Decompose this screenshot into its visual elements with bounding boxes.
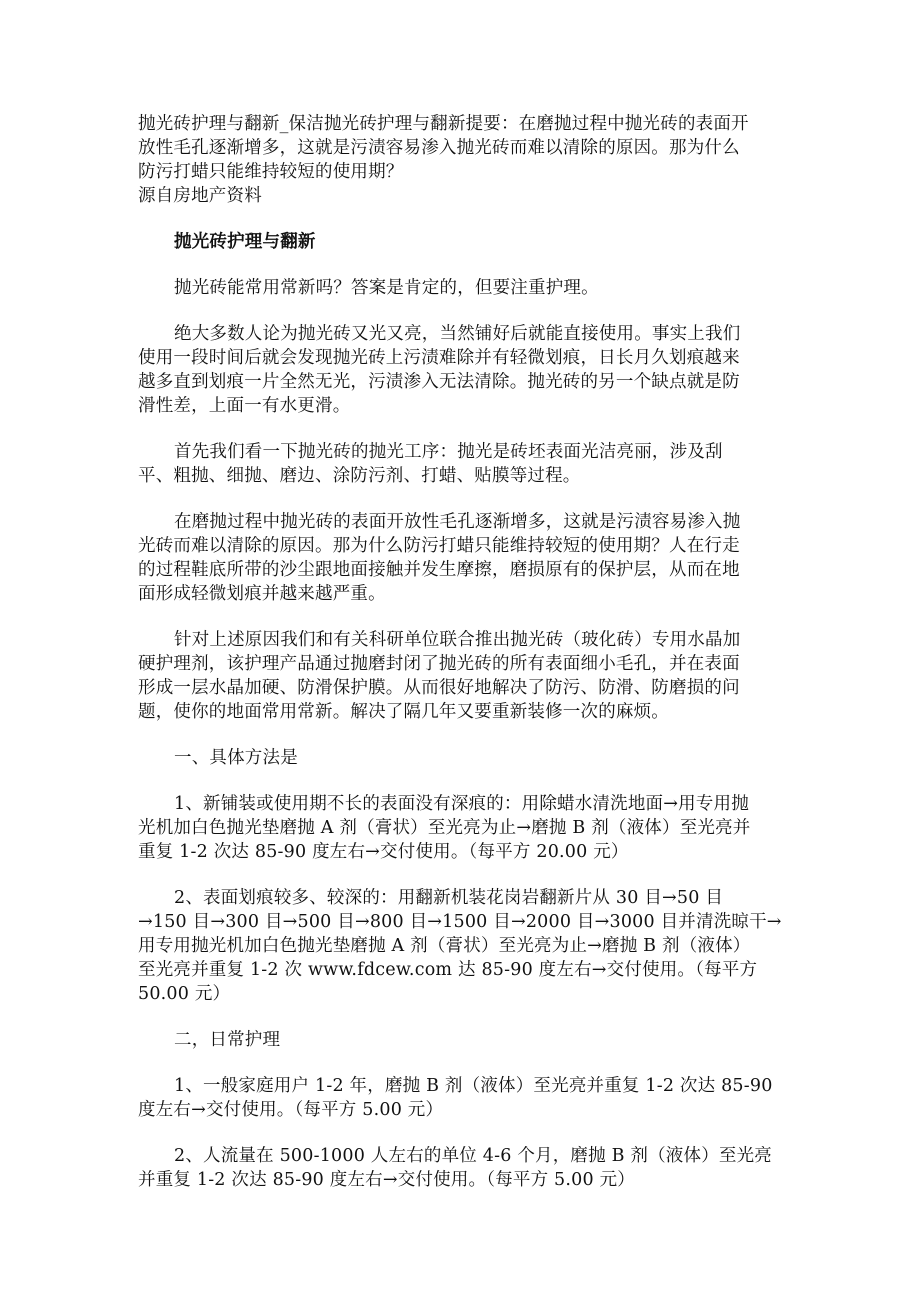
paragraph-line: 针对上述原因我们和有关科研单位联合推出抛光砖（玻化砖）专用水晶加 [174, 630, 741, 650]
summary-line: 放性毛孔逐渐增多，这就是污渍容易渗入抛光砖而难以清除的原因。那为什么 [138, 138, 740, 158]
paragraph-line: 形成一层水晶加硬、防滑保护膜。从而很好地解决了防污、防滑、防磨损的问 [138, 678, 740, 698]
paragraph-line: 滑性差，上面一有水更滑。 [138, 396, 351, 416]
care-item [138, 1144, 798, 1192]
source-line: 源自房地产资料 [138, 186, 262, 206]
paragraph-line: 1、一般家庭用户 1-2 年，磨抛 B 剂（液体）至光亮并重复 1-2 次达 85-90 [174, 1076, 773, 1096]
paragraph-line: 光砖而难以清除的原因。那为什么防污打蜡只能维持较短的使用期？人在行走 [138, 536, 740, 556]
paragraph-line: 50.00 元） [138, 984, 231, 1004]
summary-line: 防污打蜡只能维持较短的使用期？ [138, 162, 404, 182]
paragraph-line: 题，使你的地面常用常新。解决了隔几年又要重新装修一次的麻烦。 [138, 702, 669, 722]
document-page [138, 112, 798, 1192]
section-heading-daily-care: 二，日常护理 [174, 1030, 281, 1050]
paragraph-line: 用专用抛光机加白色抛光垫磨抛 A 剂（膏状）至光亮为止→磨抛 B 剂（液体） [138, 936, 751, 956]
summary-line: 抛光砖护理与翻新_保洁抛光砖护理与翻新提要：在磨抛过程中抛光砖的表面开 [138, 114, 749, 134]
paragraph-line: 首先我们看一下抛光砖的抛光工序：抛光是砖坯表面光洁亮丽，涉及刮 [174, 442, 723, 462]
section-heading [138, 746, 798, 770]
paragraph-line: 1、新铺装或使用期不长的表面没有深痕的：用除蜡水清洗地面→用专用抛 [174, 794, 749, 814]
paragraph-line: 的过程鞋底所带的沙尘跟地面接触并发生摩擦，磨损原有的保护层，从而在地 [138, 560, 740, 580]
paragraph-line: 度左右→交付使用。（每平方 5.00 元） [138, 1100, 444, 1120]
article-title-block [138, 230, 798, 254]
paragraph-line: 重复 1-2 次达 85-90 度左右→交付使用。（每平方 20.00 元） [138, 842, 629, 862]
paragraph-line: 并重复 1-2 次达 85-90 度左右→交付使用。（每平方 5.00 元） [138, 1170, 635, 1190]
paragraph-line: 光机加白色抛光垫磨抛 A 剂（膏状）至光亮为止→磨抛 B 剂（液体）至光亮并 [138, 818, 751, 838]
paragraph-line: →150 目→300 目→500 目→800 目→1500 目→2000 目→3000 目并清洗晾干→ [138, 912, 782, 932]
paragraph-line: 在磨抛过程中抛光砖的表面开放性毛孔逐渐增多，这就是污渍容易渗入抛 [174, 512, 741, 532]
summary-block [138, 112, 798, 208]
care-item [138, 1074, 798, 1122]
paragraph-line: 平、粗抛、细抛、磨边、涂防污剂、打蜡、贴膜等过程。 [138, 466, 581, 486]
method-item [138, 792, 798, 864]
paragraph-line: 抛光砖能常用常新吗？答案是肯定的，但要注重护理。 [174, 278, 599, 298]
method-item [138, 886, 798, 1006]
paragraph [138, 628, 798, 724]
paragraph [138, 440, 798, 488]
paragraph-line: 绝大多数人论为抛光砖又光又亮，当然铺好后就能直接使用。事实上我们 [174, 324, 741, 344]
paragraph-line: 2、表面划痕较多、较深的：用翻新机装花岗岩翻新片从 30 目→50 目 [174, 888, 724, 908]
paragraph [138, 276, 798, 300]
paragraph-line: 面形成轻微划痕并越来越严重。 [138, 584, 386, 604]
section-heading [138, 1028, 798, 1052]
paragraph-line: 使用一段时间后就会发现抛光砖上污渍难除并有轻微划痕，日长月久划痕越来 [138, 348, 740, 368]
paragraph-line: 硬护理剂，该护理产品通过抛磨封闭了抛光砖的所有表面细小毛孔，并在表面 [138, 654, 740, 674]
paragraph-line: 至光亮并重复 1-2 次 www.fdcew.com 达 85-90 度左右→交付使用。（每平方 [138, 960, 758, 980]
paragraph-line: 2、人流量在 500-1000 人左右的单位 4-6 个月，磨抛 B 剂（液体）至光亮 [174, 1146, 773, 1166]
article-title: 抛光砖护理与翻新 [174, 232, 316, 252]
section-heading-methods: 一、具体方法是 [174, 748, 298, 768]
paragraph [138, 322, 798, 418]
paragraph-line: 越多直到划痕一片全然无光，污渍渗入无法清除。抛光砖的另一个缺点就是防 [138, 372, 740, 392]
paragraph [138, 510, 798, 606]
